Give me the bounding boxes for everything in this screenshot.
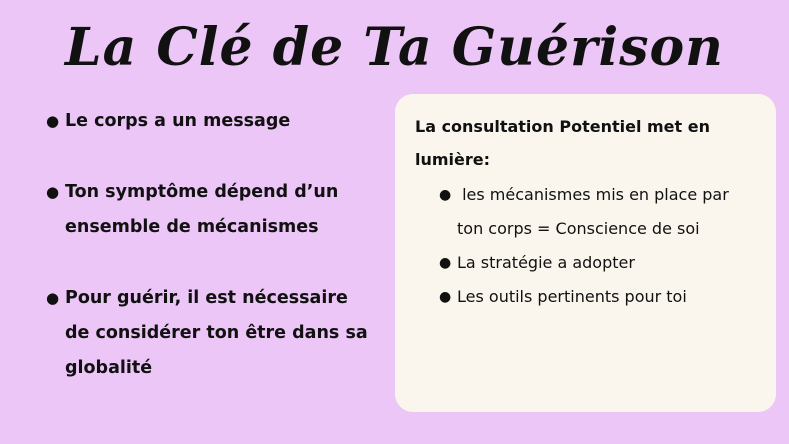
- left-bullet-list: [45, 104, 375, 386]
- bullet-icon: ●: [439, 255, 452, 271]
- list-item: [415, 280, 758, 314]
- list-item: [45, 175, 375, 245]
- card-bullet-list: [415, 178, 758, 314]
- list-item: [415, 246, 758, 280]
- list-item-text: Les outils pertinents pour toi: [457, 287, 687, 306]
- list-item-text: Le corps a un message: [65, 111, 291, 131]
- list-item: [415, 178, 758, 246]
- bullet-icon: ●: [439, 187, 452, 203]
- consultation-card: [395, 94, 776, 412]
- page-title: La Clé de Ta Guérison: [65, 17, 724, 78]
- list-item-text: Pour guérir, il est nécessaire de considérer ton être dans sa globalité: [65, 288, 368, 378]
- list-item: [45, 104, 375, 139]
- bullet-icon: ●: [46, 112, 60, 130]
- list-item: [45, 281, 375, 386]
- bullet-icon: ●: [46, 289, 60, 307]
- card-heading: La consultation Potentiel met en lumière:: [415, 117, 710, 169]
- list-item-text: La stratégie a adopter: [457, 253, 635, 272]
- list-item-text: les mécanismes mis en place par ton corps = Conscience de soi: [457, 185, 734, 238]
- bullet-icon: ●: [439, 289, 452, 305]
- list-item-text: Ton symptôme dépend d’un ensemble de mécanismes: [65, 182, 339, 237]
- bullet-icon: ●: [46, 183, 60, 201]
